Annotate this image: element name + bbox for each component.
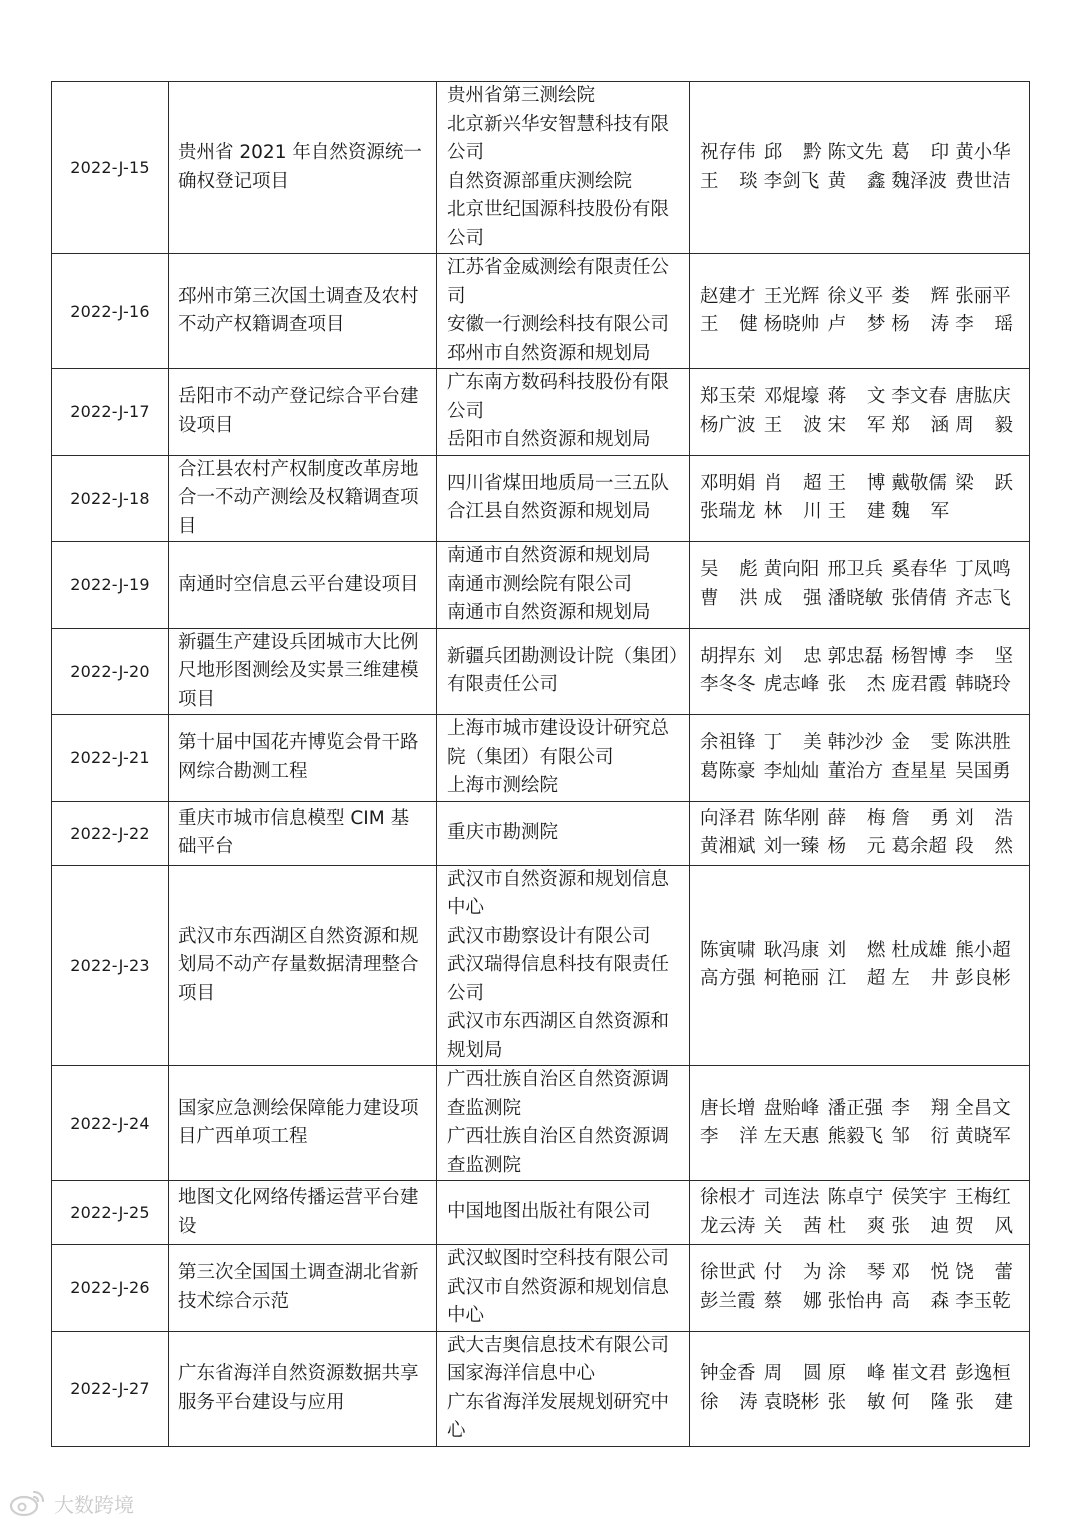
person-name: 贺 风 xyxy=(955,1215,1013,1237)
person-name: 蒋 文 xyxy=(827,386,886,408)
units-cell xyxy=(437,455,690,542)
person-name: 张丽平 xyxy=(955,285,1011,307)
person-name: 宋 军 xyxy=(827,414,886,436)
person-name: 陈寅啸 xyxy=(700,939,756,961)
project-name-cell: 贵州省 2021 年自然资源统一确权登记项目 xyxy=(169,82,437,254)
unit-name: 邳州市自然资源和规划局 xyxy=(447,342,651,364)
person-name: 侯笑宇 xyxy=(891,1187,947,1208)
table-row xyxy=(52,628,1030,715)
unit-name: 广西壮族自治区自然资源调查监测院 xyxy=(447,1069,670,1119)
person-name: 张怡冉 xyxy=(827,1290,884,1312)
person-name: 金 雯 xyxy=(891,732,950,754)
person-name: 邓焜壕 xyxy=(763,386,820,408)
units-cell xyxy=(437,82,690,254)
person-name: 邱 黔 xyxy=(763,142,822,163)
people-list xyxy=(700,139,1019,196)
unit-name: 四川省煤田地质局一三五队 xyxy=(447,472,670,494)
unit-name: 广东省海洋发展规划研究中心 xyxy=(447,1391,670,1441)
people-cell xyxy=(690,715,1030,802)
person-name: 周 圆 xyxy=(763,1363,822,1384)
person-name: 张 杰 xyxy=(827,674,886,696)
person-name: 胡捍东 xyxy=(700,645,756,667)
person-name: 陈卓宁 xyxy=(827,1187,884,1208)
person-name: 邓明娟 xyxy=(700,472,756,494)
person-name: 崔文君 xyxy=(891,1363,947,1384)
person-name: 司连法 xyxy=(763,1187,820,1208)
person-name: 葛余超 xyxy=(891,836,947,857)
person-name: 段 然 xyxy=(955,836,1013,857)
unit-name: 武汉市自然资源和规划信息中心 xyxy=(447,1276,670,1326)
person-name: 陈文先 xyxy=(827,142,884,163)
unit-name: 南通市测绘院有限公司 xyxy=(447,573,633,595)
person-name: 唐长增 xyxy=(700,1097,756,1119)
people-list xyxy=(700,283,1019,340)
person-name: 原 峰 xyxy=(827,1363,886,1384)
person-name: 徐世武 xyxy=(700,1262,756,1284)
people-cell xyxy=(690,865,1030,1066)
person-name: 王 健 xyxy=(700,314,758,335)
person-name: 黄小华 xyxy=(955,142,1011,163)
person-name: 徐义平 xyxy=(827,285,884,307)
person-name: 彭逸桓 xyxy=(955,1363,1011,1384)
person-name: 虎志峰 xyxy=(763,674,820,696)
units-cell xyxy=(437,1181,690,1245)
person-name: 龙云涛 xyxy=(700,1215,756,1237)
person-name: 庞君霞 xyxy=(891,674,947,696)
project-name-cell: 地图文化网络传播运营平台建设 xyxy=(169,1181,437,1245)
unit-name: 合江县自然资源和规划局 xyxy=(447,501,651,523)
people-cell xyxy=(690,455,1030,542)
person-name: 陈华刚 xyxy=(763,807,820,829)
person-name: 王光辉 xyxy=(763,285,820,307)
person-name: 奚春华 xyxy=(891,559,947,581)
project-id-cell: 2022-J-15 xyxy=(52,82,169,254)
people-list xyxy=(700,1095,1019,1152)
watermark xyxy=(8,1488,134,1518)
people-list xyxy=(700,1184,1019,1241)
people-list xyxy=(700,383,1019,440)
unit-name: 新疆兵团勘测设计院（集团）有限责任公司 xyxy=(447,645,679,696)
person-name: 向泽君 xyxy=(700,807,756,829)
person-name: 李文春 xyxy=(891,386,947,408)
person-name: 涂 琴 xyxy=(827,1262,886,1284)
units-cell xyxy=(437,865,690,1066)
people-list xyxy=(700,729,1019,786)
unit-name: 岳阳市自然资源和规划局 xyxy=(447,429,651,450)
project-id-cell: 2022-J-24 xyxy=(52,1066,169,1181)
project-id-cell: 2022-J-20 xyxy=(52,628,169,715)
unit-name: 武汉市勘察设计有限公司 xyxy=(447,925,651,947)
people-cell xyxy=(690,628,1030,715)
person-name: 李 瑶 xyxy=(955,314,1013,335)
award-table xyxy=(51,81,1030,1447)
person-name: 耿冯康 xyxy=(763,939,820,961)
person-name: 费世洁 xyxy=(955,170,1011,192)
person-name: 刘一臻 xyxy=(763,836,820,857)
person-name: 徐 涛 xyxy=(700,1391,758,1413)
watermark-text: 大数跨境 xyxy=(54,1492,134,1517)
project-name-cell: 合江县农村产权制度改革房地合一不动产测绘及权籍调查项目 xyxy=(169,455,437,542)
person-name: 魏 军 xyxy=(891,501,950,523)
people-cell xyxy=(690,82,1030,254)
people-cell xyxy=(690,1066,1030,1181)
person-name: 邹 衍 xyxy=(891,1126,950,1147)
project-name-cell: 广东省海洋自然资源数据共享服务平台建设与应用 xyxy=(169,1331,437,1446)
people-cell xyxy=(690,801,1030,865)
person-name: 彭兰霞 xyxy=(700,1290,756,1312)
unit-name: 贵州省第三测绘院 xyxy=(447,85,596,106)
people-list xyxy=(700,643,1019,700)
person-name: 张 敏 xyxy=(827,1391,886,1413)
unit-name: 南通市自然资源和规划局 xyxy=(447,602,651,623)
units-cell xyxy=(437,715,690,802)
units-cell xyxy=(437,369,690,456)
person-name: 王 建 xyxy=(827,501,886,523)
person-name: 娄 辉 xyxy=(891,285,950,307)
person-name: 张 建 xyxy=(955,1391,1013,1413)
person-name: 郑 涵 xyxy=(891,414,950,436)
unit-name: 南通市自然资源和规划局 xyxy=(447,545,651,566)
project-id-cell: 2022-J-21 xyxy=(52,715,169,802)
table-row xyxy=(52,1066,1030,1181)
unit-name: 北京新兴华安智慧科技有限公司 xyxy=(447,113,670,163)
person-name: 刘 浩 xyxy=(955,807,1013,829)
person-name: 邓 悦 xyxy=(891,1262,950,1284)
person-name: 葛 印 xyxy=(891,142,950,163)
unit-name: 广东南方数码科技股份有限公司 xyxy=(447,372,670,422)
person-name: 吴国勇 xyxy=(955,760,1011,782)
person-name: 杜成雄 xyxy=(891,939,947,961)
project-name-cell: 邳州市第三次国土调查及农村不动产权籍调查项目 xyxy=(169,254,437,369)
table-row xyxy=(52,1245,1030,1332)
units-cell xyxy=(437,628,690,715)
person-name: 李剑飞 xyxy=(763,170,820,192)
person-name: 潘正强 xyxy=(827,1097,884,1119)
units-cell xyxy=(437,542,690,629)
table-row xyxy=(52,542,1030,629)
person-name: 刘 忠 xyxy=(763,645,822,667)
project-id-cell: 2022-J-22 xyxy=(52,801,169,865)
person-name: 戴敬儒 xyxy=(891,472,947,494)
people-list xyxy=(700,470,1019,527)
person-name: 左天惠 xyxy=(763,1126,820,1147)
unit-name: 上海市城市建设设计研究总院（集团）有限公司 xyxy=(447,718,670,768)
person-name: 江 超 xyxy=(827,968,886,990)
people-list xyxy=(700,805,1019,862)
project-name-cell: 新疆生产建设兵团城市大比例尺地形图测绘及实景三维建模项目 xyxy=(169,628,437,715)
people-cell xyxy=(690,1181,1030,1245)
person-name: 成 强 xyxy=(763,587,822,609)
person-name: 李冬冬 xyxy=(700,674,756,696)
person-name: 郭忠磊 xyxy=(827,645,884,667)
person-name: 高方强 xyxy=(700,968,756,990)
person-name: 梁 跃 xyxy=(955,472,1013,494)
person-name: 王 博 xyxy=(827,472,886,494)
person-name: 黄湘斌 xyxy=(700,836,756,857)
person-name: 陈洪胜 xyxy=(955,732,1011,754)
people-list xyxy=(700,556,1019,613)
units-cell xyxy=(437,801,690,865)
person-name: 唐肱庆 xyxy=(955,386,1011,408)
person-name: 丁 美 xyxy=(763,732,822,754)
person-name: 葛陈豪 xyxy=(700,760,756,782)
person-name: 王梅红 xyxy=(955,1187,1011,1208)
person-name: 钟金香 xyxy=(700,1363,756,1384)
person-name: 黄晓军 xyxy=(955,1126,1011,1147)
project-id-cell: 2022-J-23 xyxy=(52,865,169,1066)
unit-name: 自然资源部重庆测绘院 xyxy=(447,170,633,192)
person-name: 何 隆 xyxy=(891,1391,950,1413)
table-row xyxy=(52,1331,1030,1446)
people-cell xyxy=(690,1245,1030,1332)
people-list xyxy=(700,1259,1019,1316)
person-name: 张瑞龙 xyxy=(700,501,756,523)
table-row xyxy=(52,1181,1030,1245)
units-cell xyxy=(437,1066,690,1181)
person-name: 郑玉荣 xyxy=(700,386,756,408)
unit-name: 武汉市东西湖区自然资源和规划局 xyxy=(447,1011,670,1061)
people-cell xyxy=(690,1331,1030,1446)
person-name: 韩晓玲 xyxy=(955,674,1011,696)
person-name: 王 琰 xyxy=(700,170,758,192)
unit-name: 广西壮族自治区自然资源调查监测院 xyxy=(447,1126,670,1176)
unit-name: 北京世纪国源科技股份有限公司 xyxy=(447,199,670,249)
person-name: 熊小超 xyxy=(955,939,1011,961)
award-table-body xyxy=(52,82,1030,1447)
person-name: 付 为 xyxy=(763,1262,822,1284)
person-name: 柯艳丽 xyxy=(763,968,820,990)
project-id-cell: 2022-J-26 xyxy=(52,1245,169,1332)
table-row xyxy=(52,801,1030,865)
table-row xyxy=(52,369,1030,456)
table-row xyxy=(52,865,1030,1066)
person-name: 饶 蕾 xyxy=(955,1262,1013,1284)
person-name: 薛 梅 xyxy=(827,807,886,829)
person-name: 王 波 xyxy=(763,414,822,436)
person-name: 彭良彬 xyxy=(955,968,1011,990)
person-name: 张 迪 xyxy=(891,1215,950,1237)
person-name: 关 茜 xyxy=(763,1215,822,1237)
person-name: 杨晓帅 xyxy=(763,314,820,335)
person-name: 潘晓敏 xyxy=(827,587,884,609)
project-name-cell: 国家应急测绘保障能力建设项目广西单项工程 xyxy=(169,1066,437,1181)
project-name-cell: 岳阳市不动产登记综合平台建设项目 xyxy=(169,369,437,456)
table-row xyxy=(52,82,1030,254)
unit-name: 重庆市勘测院 xyxy=(447,821,559,843)
person-name: 林 川 xyxy=(763,501,822,523)
project-id-cell: 2022-J-18 xyxy=(52,455,169,542)
units-cell xyxy=(437,1245,690,1332)
person-name: 吴 彪 xyxy=(700,559,758,581)
table-row xyxy=(52,455,1030,542)
person-name: 余祖锋 xyxy=(700,732,756,754)
person-name: 杨广波 xyxy=(700,414,756,436)
weibo-logo-icon xyxy=(8,1488,48,1518)
person-name: 左 井 xyxy=(891,968,950,990)
project-name-cell: 武汉市东西湖区自然资源和规划局不动产存量数据清理整合项目 xyxy=(169,865,437,1066)
project-id-cell: 2022-J-16 xyxy=(52,254,169,369)
people-cell xyxy=(690,369,1030,456)
person-name: 董治方 xyxy=(827,760,884,782)
unit-name: 武汉蚁图时空科技有限公司 xyxy=(447,1248,670,1269)
person-name: 熊毅飞 xyxy=(827,1126,884,1147)
person-name: 李 翔 xyxy=(891,1097,950,1119)
person-name: 杨智博 xyxy=(891,645,947,667)
unit-name: 上海市测绘院 xyxy=(447,775,559,796)
person-name: 丁凤鸣 xyxy=(955,559,1011,581)
project-name-cell: 第十届中国花卉博览会骨干路网综合勘测工程 xyxy=(169,715,437,802)
person-name: 李玉乾 xyxy=(955,1290,1011,1312)
table-row xyxy=(52,254,1030,369)
person-name: 肖 超 xyxy=(763,472,822,494)
person-name: 韩沙沙 xyxy=(827,732,884,754)
project-name-cell: 南通时空信息云平台建设项目 xyxy=(169,542,437,629)
project-name-cell: 重庆市城市信息模型 CIM 基础平台 xyxy=(169,801,437,865)
unit-name: 安徽一行测绘科技有限公司 xyxy=(447,314,670,335)
person-name: 邢卫兵 xyxy=(827,559,884,581)
person-name: 杨 涛 xyxy=(891,314,950,335)
person-name: 杨 元 xyxy=(827,836,886,857)
person-name: 袁晓彬 xyxy=(763,1391,820,1413)
person-name: 祝存伟 xyxy=(700,142,756,163)
project-id-cell: 2022-J-17 xyxy=(52,369,169,456)
people-list xyxy=(700,937,1019,994)
person-name: 张倩倩 xyxy=(891,587,947,609)
person-name: 周 毅 xyxy=(955,414,1013,436)
units-cell xyxy=(437,1331,690,1446)
person-name: 杜 爽 xyxy=(827,1215,886,1237)
people-list xyxy=(700,1360,1019,1417)
person-name: 齐志飞 xyxy=(955,587,1011,609)
person-name: 李 坚 xyxy=(955,645,1013,667)
unit-name: 江苏省金威测绘有限责任公司 xyxy=(447,257,670,307)
person-name: 查星星 xyxy=(891,760,947,782)
person-name: 赵建才 xyxy=(700,285,756,307)
person-name: 李灿灿 xyxy=(763,760,820,782)
person-name: 黄向阳 xyxy=(763,559,820,581)
person-name: 李 洋 xyxy=(700,1126,758,1147)
project-name-cell: 第三次全国国土调查湖北省新技术综合示范 xyxy=(169,1245,437,1332)
person-name: 黄 鑫 xyxy=(827,170,886,192)
person-name: 盘贻峰 xyxy=(763,1097,820,1119)
person-name: 刘 燃 xyxy=(827,939,886,961)
people-cell xyxy=(690,542,1030,629)
person-name: 徐根才 xyxy=(700,1187,756,1208)
project-id-cell: 2022-J-19 xyxy=(52,542,169,629)
person-name: 高 森 xyxy=(891,1290,950,1312)
unit-name: 中国地图出版社有限公司 xyxy=(447,1201,651,1223)
project-id-cell: 2022-J-27 xyxy=(52,1331,169,1446)
unit-name: 武汉市自然资源和规划信息中心 xyxy=(447,868,670,918)
person-name: 全昌文 xyxy=(955,1097,1011,1119)
unit-name: 国家海洋信息中心 xyxy=(447,1363,596,1384)
person-name: 蔡 娜 xyxy=(763,1290,822,1312)
table-row xyxy=(52,715,1030,802)
person-name: 魏泽波 xyxy=(891,170,947,192)
person-name: 曹 洪 xyxy=(700,587,758,609)
person-name: 卢 梦 xyxy=(827,314,886,335)
person-name: 詹 勇 xyxy=(891,807,950,829)
project-id-cell: 2022-J-25 xyxy=(52,1181,169,1245)
unit-name: 武大吉奥信息技术有限公司 xyxy=(447,1334,670,1356)
unit-name: 武汉瑞得信息科技有限责任公司 xyxy=(447,954,670,1004)
people-cell xyxy=(690,254,1030,369)
units-cell xyxy=(437,254,690,369)
